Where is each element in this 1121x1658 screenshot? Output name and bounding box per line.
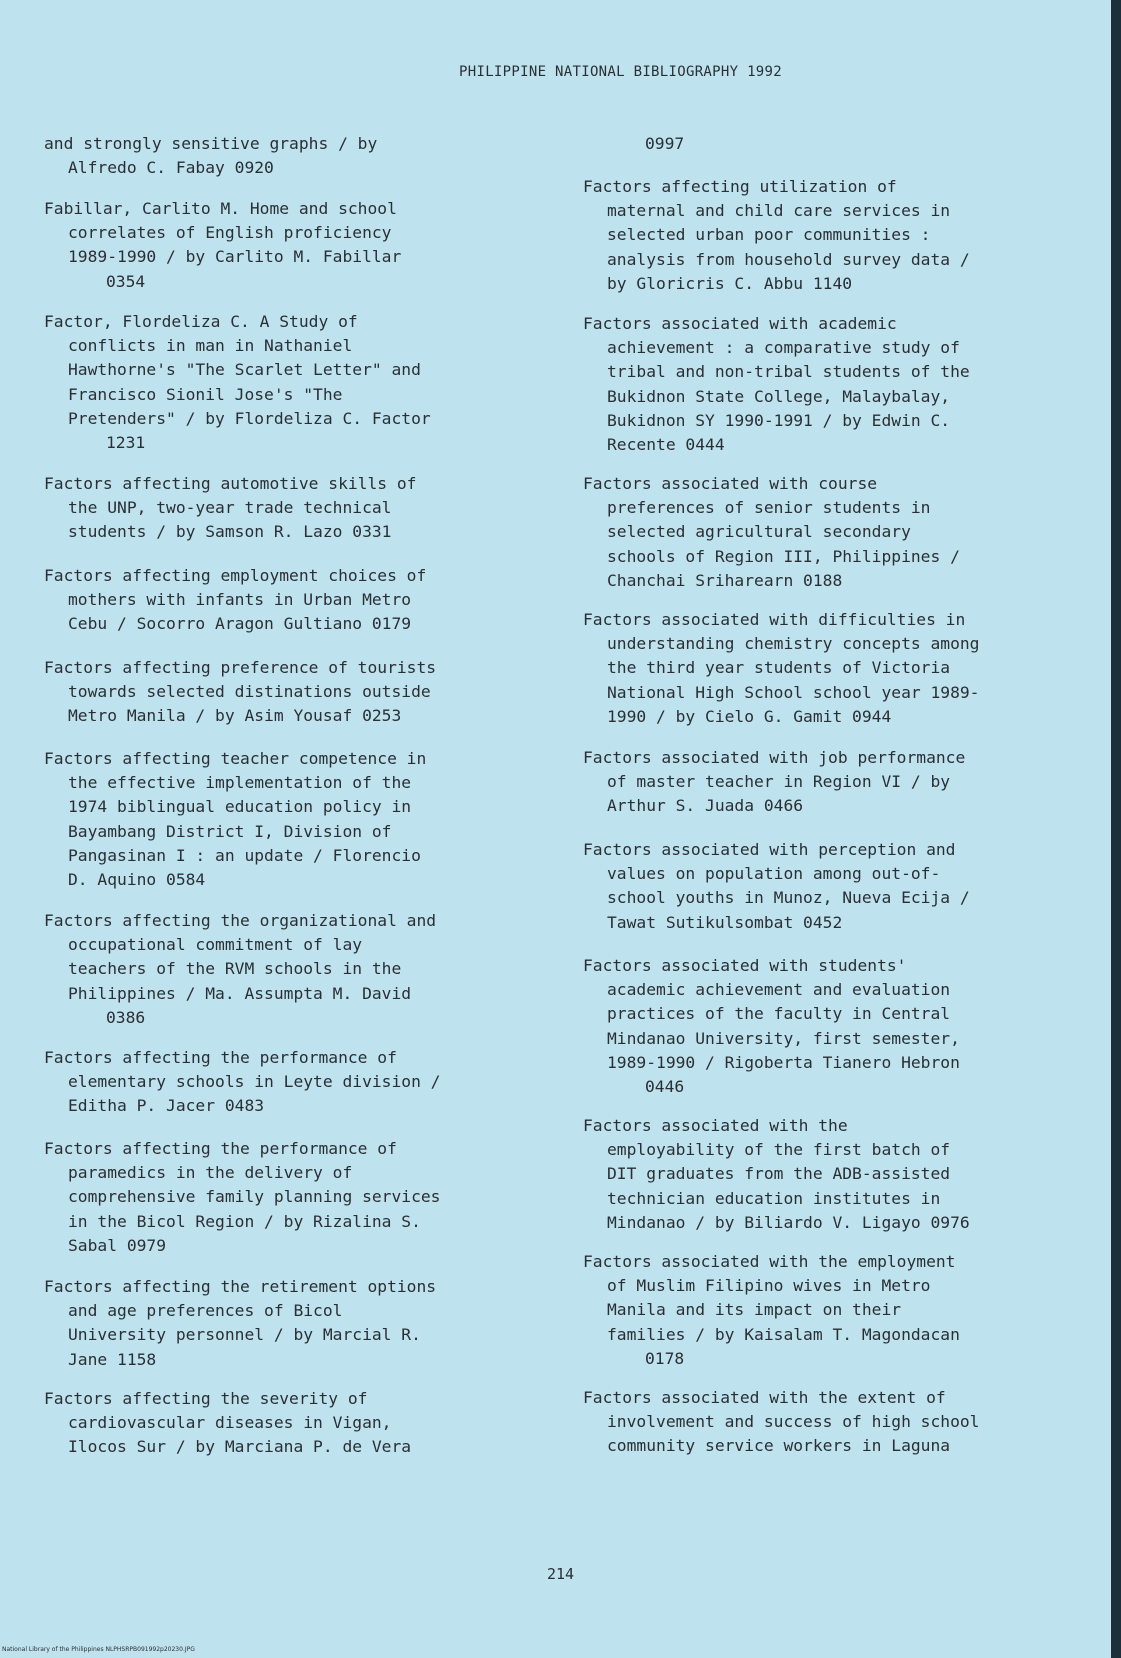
entry-text: Factors affecting automotive skills of the UNP, two-year trade technical students / by Samson R. Lazo 0331: [44, 474, 417, 542]
bibliography-entry: [583, 838, 1107, 935]
scan-edge-shadow: [1111, 0, 1121, 1658]
bibliography-entry: [583, 1114, 1107, 1235]
bibliography-entry: [44, 909, 568, 1030]
bibliography-entry: [583, 954, 1107, 1099]
entry-text: Factors associated with perception and values on population among out-of- school youths in Munoz, Nueva Ecija / Tawat Sutikulsombat 0452: [583, 840, 970, 932]
bibliography-entry: [583, 312, 1107, 457]
page-number: 214: [546, 1565, 575, 1583]
page-header: PHILIPPINE NATIONAL BIBLIOGRAPHY 1992: [459, 64, 782, 80]
bibliography-entry: [44, 747, 568, 892]
entry-text: Factors affecting the retirement options and age preferences of Bicol University personnel / by Marcial R. Jane 1158: [44, 1277, 437, 1369]
bibliography-entry: [44, 310, 568, 455]
entry-number: 0386: [106, 1007, 146, 1027]
entry-text: Factors affecting the severity of cardiovascular diseases in Vigan, Ilocos Sur / by Marciana P. de Vera: [44, 1389, 412, 1457]
entry-text: Factors affecting teacher competence in the effective implementation of the 1974 biblingual education policy in Bayambang District I, Division of Pangasinan I : an update / Florencio D. Aquino 0584: [44, 749, 427, 890]
entry-text: Fabillar, Carlito M. Home and school correlates of English proficiency 1989-1990 / by Carlito M. Fabillar: [44, 199, 402, 267]
entry-text: Factors associated with the employability of the first batch of DIT graduates from the ADB-assisted technician education institutes in Mindanao / by Biliardo V. Ligayo 0976: [583, 1116, 970, 1232]
bibliography-entry: [44, 1137, 568, 1258]
entry-text: Factors associated with the extent of involvement and success of high school community service workers in Laguna: [583, 1388, 980, 1456]
bibliography-entry: [44, 197, 568, 294]
bibliography-entry: [44, 132, 568, 180]
entry-text: Factors associated with the employment of Muslim Filipino wives in Metro Manila and its impact on their families / by Kaisalam T. Magondacan: [583, 1252, 960, 1344]
bibliography-entry: [583, 175, 1107, 296]
entry-number: 1231: [106, 433, 146, 453]
bibliography-entry: [44, 1275, 568, 1372]
bibliography-entry: [583, 472, 1107, 593]
entry-text: Factors affecting the organizational and occupational commitment of lay teachers of the RVM schools in the Philippines / Ma. Assumpta M. David: [44, 911, 437, 1003]
entry-text: Factors associated with job performance of master teacher in Region VI / by Arthur S. Juada 0466: [583, 748, 966, 816]
scan-footer: National Library of the Philippines NLPHSRPB091992p20230.JPG: [2, 1646, 195, 1653]
entry-text: Factors associated with course preferences of senior students in selected agricultural secondary schools of Region III, Philippines / Chanchai Sriharearn 0188: [583, 474, 960, 590]
bibliography-entry: [583, 1386, 1107, 1459]
bibliography-entry: [44, 656, 568, 729]
entry-text: and strongly sensitive graphs / by Alfredo C. Fabay 0920: [44, 134, 378, 178]
bibliography-entry: [583, 608, 1107, 729]
bibliography-entry: [44, 1387, 568, 1460]
bibliography-entry: [583, 132, 1107, 156]
entry-number: 0354: [106, 271, 146, 291]
entry-text: Factors affecting preference of tourists towards selected distinations outside Metro Manila / by Asim Yousaf 0253: [44, 658, 437, 726]
bibliography-entry: [44, 472, 568, 545]
entry-text: Factors associated with students' academic achievement and evaluation practices of the faculty in Central Mindanao University, first semester, 1989-1990 / Rigoberta Tianero Hebron: [583, 956, 960, 1072]
entry-text: Factors affecting employment choices of mothers with infants in Urban Metro Cebu / Socorro Aragon Gultiano 0179: [44, 566, 427, 634]
entry-text: Factor, Flordeliza C. A Study of conflicts in man in Nathaniel Hawthorne's "The Scarlet Letter" and Francisco Sionil Jose's "The Pretenders" / by Flordeliza C. Factor: [44, 312, 431, 428]
entry-text: Factors affecting the performance of elementary schools in Leyte division / Editha P. Jacer 0483: [44, 1048, 441, 1116]
entry-text: Factors associated with academic achievement : a comparative study of tribal and non-tribal students of the Bukidnon State College, Malaybalay, Bukidnon SY 1990-1991 / by Edwin C. Recente 0444: [583, 314, 970, 455]
entry-number: 0178: [645, 1348, 685, 1368]
entry-number: 0446: [645, 1077, 685, 1097]
entry-text: Factors associated with difficulties in understanding chemistry concepts among the third year students of Victoria National High School school year 1989- 1990 / by Cielo G. Gamit 0944: [583, 610, 980, 726]
bibliography-entry: [583, 1250, 1107, 1371]
entry-text: Factors affecting the performance of paramedics in the delivery of comprehensive family planning services in the Bicol Region / by Rizalina S. Sabal 0979: [44, 1139, 441, 1255]
entry-text: Factors affecting utilization of maternal and child care services in selected urban poor communities : analysis from household survey data / by Gloricris C. Abbu 1140: [583, 177, 970, 293]
bibliography-entry: [44, 1046, 568, 1119]
bibliography-entry: [583, 746, 1107, 819]
bibliography-entry: [44, 564, 568, 637]
entry-number: 0997: [645, 134, 685, 153]
